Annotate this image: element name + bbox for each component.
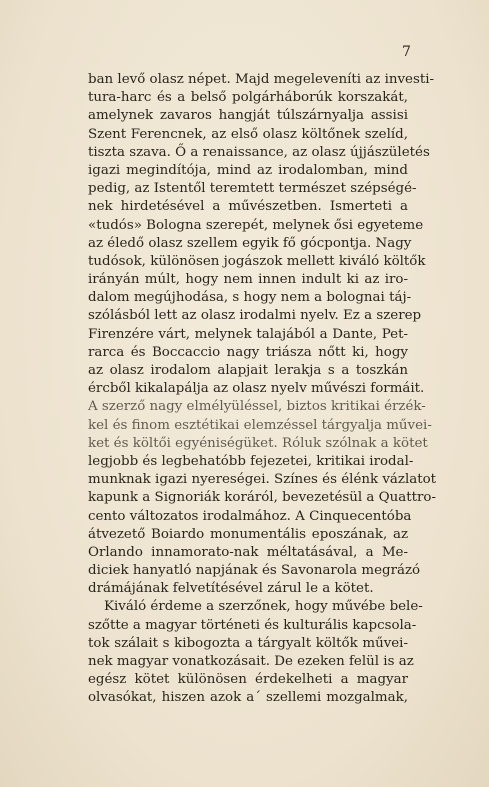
text-line: egész kötet különösen érdekelheti a magyar bbox=[88, 672, 408, 688]
text-line: A szerző nagy elmélyüléssel, biztos kritikai érzék- bbox=[88, 399, 426, 415]
text-line: az éledő olasz szellem egyik fő gócpontja. Nagy bbox=[88, 235, 412, 251]
text-line: ket és költői egyéniségüket. Róluk szólnak a kötet bbox=[88, 435, 428, 451]
text-line: ban levő olasz népet. Majd megeleveníti az investi- bbox=[88, 72, 435, 87]
text-line: irányán múlt, hogy nem innen indult ki az iro- bbox=[88, 272, 408, 288]
text-line: legjobb és legbehatóbb fejezetei, kritikai irodal- bbox=[88, 453, 414, 469]
text-line: nek magyar vonatkozásait. De ezeken felül is az bbox=[88, 654, 414, 669]
text-line: tok szálait s kibogozta a tárgyalt költők művei- bbox=[88, 635, 408, 651]
text-line: pedig, az Istentől teremtett természet szépségé- bbox=[88, 181, 417, 197]
text-line: drámájának felvetítésével zárul le a kötet. bbox=[88, 581, 374, 597]
text-line: Orlando innamorato-nak méltatásával, a Me- bbox=[88, 544, 408, 560]
text-line: rarca és Boccaccio nagy triásza nőtt ki, hogy bbox=[88, 344, 408, 360]
text-line: szólásból lett az olasz irodalmi nyelv. Ez a szerep bbox=[88, 308, 422, 324]
text-line: kel és finom esztétikai elemzéssel tárgyalja művei- bbox=[88, 417, 432, 433]
text-line: amelynek zavaros hangját túlszárnyalja assisi bbox=[88, 108, 408, 124]
text-line: kapunk a Signoriák koráról, bevezetésül a Quattro- bbox=[88, 490, 436, 506]
text-line: Kiváló érdeme a szerzőnek, hogy művébe bele- bbox=[104, 599, 423, 615]
text-line: tudósok, különösen jogászok mellett kiváló költők bbox=[88, 253, 426, 269]
text-line: Firenzére várt, melynek talajából a Dante, Pet- bbox=[88, 326, 408, 342]
text-line: igazi megindítója, mind az irodalomban, mind bbox=[88, 162, 408, 178]
text-line: szőtte a magyar történeti és kulturális kapcsola- bbox=[88, 617, 417, 633]
text-line: olvasókat, hiszen azok a´ szellemi mozgalmak, bbox=[88, 690, 408, 706]
text-line: dalom megújhodása, s hogy nem a bolognai táj- bbox=[88, 290, 412, 306]
text-line: «tudós» Bologna szerepét, melynek ősi egyeteme bbox=[88, 217, 424, 233]
text-line: cento változatos irodalmához. A Cinquecentóba bbox=[88, 508, 412, 524]
text-line: ércből kikalapálja az olasz nyelv művészi formáit. bbox=[88, 381, 425, 397]
text-line: tiszta szava. Ő a renaissance, az olasz újjászületés bbox=[88, 144, 430, 160]
body-text bbox=[88, 71, 437, 708]
text-line: diciek hanyatló napjának és Savonarola megrázó bbox=[88, 563, 421, 579]
page-number: 7 bbox=[402, 44, 411, 60]
text-line: átvezető Boiardo monumentális eposzának, az bbox=[88, 526, 408, 542]
text-line: nek hirdetésével a művészetben. Ismerteti a bbox=[88, 199, 408, 215]
text-line: Szent Ferencnek, az első olasz költőnek szelíd, bbox=[88, 126, 408, 142]
text-line: tura-harc és a belső polgárháborúk korszakát, bbox=[88, 90, 408, 106]
text-line: az olasz irodalom alapjait lerakja s a toszkán bbox=[88, 363, 408, 378]
text-line: munknak igazi nyereségei. Színes és élénk vázlatot bbox=[88, 472, 437, 488]
